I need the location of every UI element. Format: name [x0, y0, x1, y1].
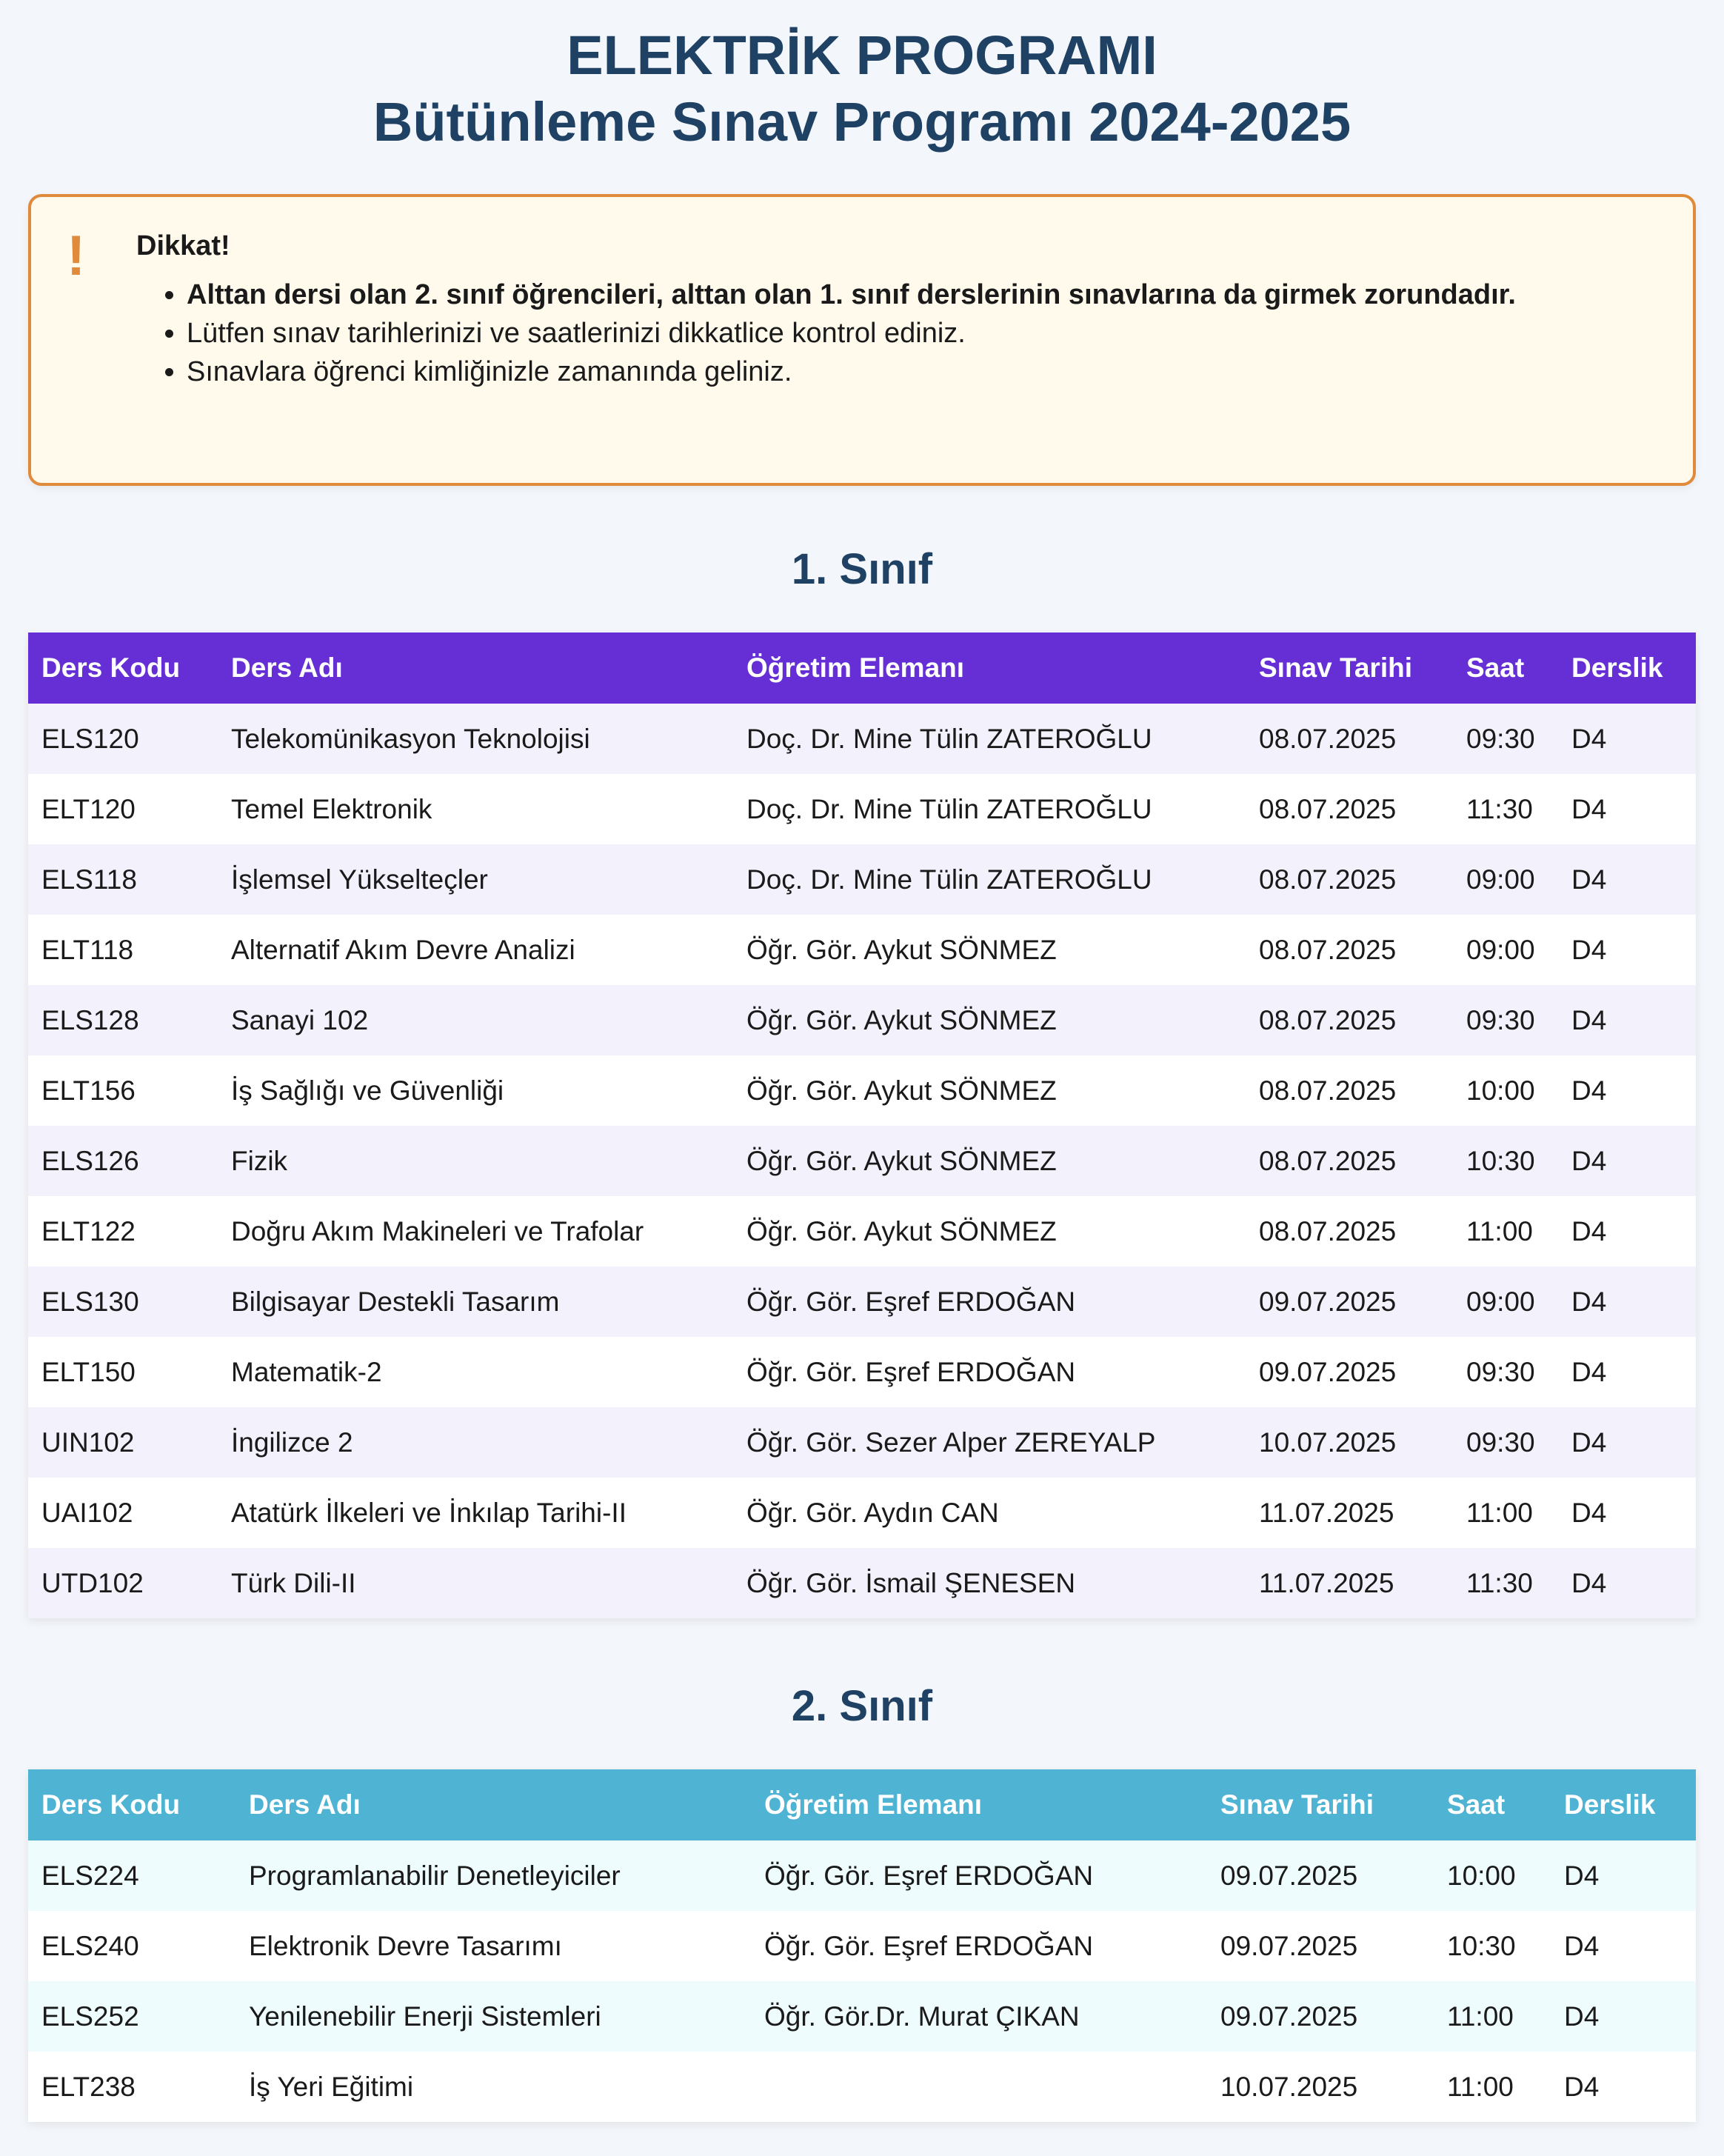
course-name-cell: Programlanabilir Denetleyiciler — [235, 1840, 751, 1911]
course-name-cell: Matematik-2 — [218, 1337, 733, 1407]
exam-date-cell: 08.07.2025 — [1246, 915, 1453, 985]
table-row — [28, 1911, 1696, 1981]
instructor-cell: Öğr. Gör. Aykut SÖNMEZ — [733, 915, 1246, 985]
room-cell: D4 — [1558, 1266, 1696, 1337]
course-code-cell: UIN102 — [28, 1407, 218, 1478]
time-cell: 11:30 — [1453, 774, 1558, 844]
time-cell: 10:30 — [1434, 1911, 1551, 1981]
room-cell: D4 — [1558, 1196, 1696, 1266]
exam-date-cell: 10.07.2025 — [1246, 1407, 1453, 1478]
time-cell: 11:00 — [1453, 1478, 1558, 1548]
exam-date-cell: 08.07.2025 — [1246, 704, 1453, 774]
table-row — [28, 1981, 1696, 2052]
column-header-exam-date: Sınav Tarihi — [1207, 1769, 1434, 1840]
course-name-cell: Doğru Akım Makineleri ve Trafolar — [218, 1196, 733, 1266]
exam-date-cell: 11.07.2025 — [1246, 1548, 1453, 1618]
table-row — [28, 844, 1696, 915]
table-row — [28, 985, 1696, 1055]
instructor-cell: Öğr. Gör. Eşref ERDOĞAN — [751, 1911, 1207, 1981]
instructor-cell: Doç. Dr. Mine Tülin ZATEROĞLU — [733, 774, 1246, 844]
course-code-cell: ELT120 — [28, 774, 218, 844]
exam-table-class-1 — [28, 633, 1696, 1618]
course-code-cell: UTD102 — [28, 1548, 218, 1618]
room-cell: D4 — [1558, 844, 1696, 915]
exam-date-cell: 08.07.2025 — [1246, 844, 1453, 915]
table-row — [28, 1548, 1696, 1618]
column-header-course-name: Ders Adı — [235, 1769, 751, 1840]
table-body — [28, 704, 1696, 1618]
course-code-cell: ELT156 — [28, 1055, 218, 1126]
time-cell: 11:30 — [1453, 1548, 1558, 1618]
instructor-cell: Öğr. Gör. İsmail ŞENESEN — [733, 1548, 1246, 1618]
room-cell: D4 — [1558, 1548, 1696, 1618]
section-title-class-1: 1. Sınıf — [791, 545, 933, 593]
course-code-cell: ELS240 — [28, 1911, 235, 1981]
notice-item: • Lütfen sınav tarihlerinizi ve saatlerinizi dikkatlice kontrol ediniz. — [187, 316, 1648, 351]
instructor-cell: Öğr. Gör. Aykut SÖNMEZ — [733, 1126, 1246, 1196]
time-cell: 09:00 — [1453, 1266, 1558, 1337]
course-code-cell: ELT118 — [28, 915, 218, 985]
instructor-cell: Öğr. Gör. Sezer Alper ZEREYALP — [733, 1407, 1246, 1478]
table-row — [28, 1478, 1696, 1548]
time-cell: 09:00 — [1453, 915, 1558, 985]
course-code-cell: ELS120 — [28, 704, 218, 774]
notice-item: • Sınavlara öğrenci kimliğinizle zamanında geliniz. — [187, 354, 1648, 390]
instructor-cell — [751, 2052, 1207, 2122]
instructor-cell: Doç. Dr. Mine Tülin ZATEROĞLU — [733, 704, 1246, 774]
exclamation-icon: ! — [67, 224, 86, 287]
room-cell: D4 — [1558, 774, 1696, 844]
instructor-cell: Öğr. Gör. Eşref ERDOĞAN — [751, 1840, 1207, 1911]
instructor-cell: Öğr. Gör. Aykut SÖNMEZ — [733, 1055, 1246, 1126]
room-cell: D4 — [1551, 1840, 1696, 1911]
room-cell: D4 — [1558, 704, 1696, 774]
course-name-cell: İngilizce 2 — [218, 1407, 733, 1478]
course-name-cell: Telekomünikasyon Teknolojisi — [218, 704, 733, 774]
course-code-cell: ELT150 — [28, 1337, 218, 1407]
time-cell: 09:30 — [1453, 1337, 1558, 1407]
page-title-line-1: ELEKTRİK PROGRAMI — [567, 24, 1157, 86]
column-header-instructor: Öğretim Elemanı — [751, 1769, 1207, 1840]
course-name-cell: İş Yeri Eğitimi — [235, 2052, 751, 2122]
notice-title: Dikkat! — [136, 230, 230, 261]
room-cell: D4 — [1551, 2052, 1696, 2122]
course-name-cell: Elektronik Devre Tasarımı — [235, 1911, 751, 1981]
column-header-instructor: Öğretim Elemanı — [733, 633, 1246, 704]
course-code-cell: UAI102 — [28, 1478, 218, 1548]
course-name-cell: Bilgisayar Destekli Tasarım — [218, 1266, 733, 1337]
exam-date-cell: 09.07.2025 — [1207, 1840, 1434, 1911]
column-header-room: Derslik — [1551, 1769, 1696, 1840]
table-row — [28, 1126, 1696, 1196]
room-cell: D4 — [1558, 1478, 1696, 1548]
course-name-cell: İş Sağlığı ve Güvenliği — [218, 1055, 733, 1126]
page-title — [28, 0, 1696, 156]
exam-date-cell: 09.07.2025 — [1246, 1266, 1453, 1337]
instructor-cell: Öğr. Gör. Aykut SÖNMEZ — [733, 985, 1246, 1055]
warning-notice — [28, 194, 1696, 486]
course-code-cell: ELS126 — [28, 1126, 218, 1196]
instructor-cell: Öğr. Gör. Eşref ERDOĞAN — [733, 1266, 1246, 1337]
course-name-cell: Alternatif Akım Devre Analizi — [218, 915, 733, 985]
instructor-cell: Öğr. Gör.Dr. Murat ÇIKAN — [751, 1981, 1207, 2052]
table-row — [28, 1407, 1696, 1478]
column-header-course-code: Ders Kodu — [28, 633, 218, 704]
table-row — [28, 774, 1696, 844]
column-header-exam-date: Sınav Tarihi — [1246, 633, 1453, 704]
course-name-cell: Atatürk İlkeleri ve İnkılap Tarihi-II — [218, 1478, 733, 1548]
table-row — [28, 1055, 1696, 1126]
exam-date-cell: 09.07.2025 — [1246, 1337, 1453, 1407]
course-name-cell: Sanayi 102 — [218, 985, 733, 1055]
column-header-time: Saat — [1453, 633, 1558, 704]
course-code-cell: ELS224 — [28, 1840, 235, 1911]
exam-date-cell: 08.07.2025 — [1246, 1126, 1453, 1196]
exam-date-cell: 08.07.2025 — [1246, 774, 1453, 844]
room-cell: D4 — [1558, 1055, 1696, 1126]
time-cell: 11:00 — [1434, 1981, 1551, 2052]
table-row — [28, 1840, 1696, 1911]
table-body — [28, 1840, 1696, 2122]
room-cell: D4 — [1558, 915, 1696, 985]
time-cell: 10:00 — [1453, 1055, 1558, 1126]
instructor-cell: Doç. Dr. Mine Tülin ZATEROĞLU — [733, 844, 1246, 915]
instructor-cell: Öğr. Gör. Aykut SÖNMEZ — [733, 1196, 1246, 1266]
time-cell: 09:00 — [1453, 844, 1558, 915]
section-title-class-2: 2. Sınıf — [791, 1682, 933, 1730]
time-cell: 10:30 — [1453, 1126, 1558, 1196]
room-cell: D4 — [1558, 985, 1696, 1055]
room-cell: D4 — [1558, 1407, 1696, 1478]
table-row — [28, 1337, 1696, 1407]
exam-date-cell: 09.07.2025 — [1207, 1981, 1434, 2052]
time-cell: 09:30 — [1453, 704, 1558, 774]
room-cell: D4 — [1551, 1981, 1696, 2052]
exam-date-cell: 10.07.2025 — [1207, 2052, 1434, 2122]
course-name-cell: Yenilenebilir Enerji Sistemleri — [235, 1981, 751, 2052]
time-cell: 09:30 — [1453, 985, 1558, 1055]
course-name-cell: Türk Dili-II — [218, 1548, 733, 1618]
column-header-course-name: Ders Adı — [218, 633, 733, 704]
exam-date-cell: 11.07.2025 — [1246, 1478, 1453, 1548]
notice-list — [136, 277, 1648, 390]
course-code-cell: ELS252 — [28, 1981, 235, 2052]
exam-date-cell: 09.07.2025 — [1207, 1911, 1434, 1981]
time-cell: 11:00 — [1453, 1196, 1558, 1266]
exam-date-cell: 08.07.2025 — [1246, 985, 1453, 1055]
course-code-cell: ELS130 — [28, 1266, 218, 1337]
room-cell: D4 — [1558, 1126, 1696, 1196]
page-title-line-2: Bütünleme Sınav Programı 2024-2025 — [372, 91, 1352, 153]
column-header-time: Saat — [1434, 1769, 1551, 1840]
table-row — [28, 2052, 1696, 2122]
time-cell: 09:30 — [1453, 1407, 1558, 1478]
exam-table-class-2 — [28, 1769, 1696, 2122]
course-name-cell: Temel Elektronik — [218, 774, 733, 844]
exam-date-cell: 08.07.2025 — [1246, 1196, 1453, 1266]
course-code-cell: ELT122 — [28, 1196, 218, 1266]
time-cell: 10:00 — [1434, 1840, 1551, 1911]
room-cell: D4 — [1558, 1337, 1696, 1407]
instructor-cell: Öğr. Gör. Eşref ERDOĞAN — [733, 1337, 1246, 1407]
course-code-cell: ELS128 — [28, 985, 218, 1055]
course-name-cell: İşlemsel Yükselteçler — [218, 844, 733, 915]
notice-item: • Alttan dersi olan 2. sınıf öğrencileri, alttan olan 1. sınıf derslerinin sınavlarına da girmek zorundadır. — [187, 277, 1648, 313]
table-row — [28, 1266, 1696, 1337]
room-cell: D4 — [1551, 1911, 1696, 1981]
column-header-room: Derslik — [1558, 633, 1696, 704]
instructor-cell: Öğr. Gör. Aydın CAN — [733, 1478, 1246, 1548]
exam-date-cell: 08.07.2025 — [1246, 1055, 1453, 1126]
course-code-cell: ELT238 — [28, 2052, 235, 2122]
course-name-cell: Fizik — [218, 1126, 733, 1196]
table-row — [28, 915, 1696, 985]
time-cell: 11:00 — [1434, 2052, 1551, 2122]
table-header-row — [28, 633, 1696, 704]
table-row — [28, 704, 1696, 774]
column-header-course-code: Ders Kodu — [28, 1769, 235, 1840]
table-row — [28, 1196, 1696, 1266]
course-code-cell: ELS118 — [28, 844, 218, 915]
table-header-row — [28, 1769, 1696, 1840]
